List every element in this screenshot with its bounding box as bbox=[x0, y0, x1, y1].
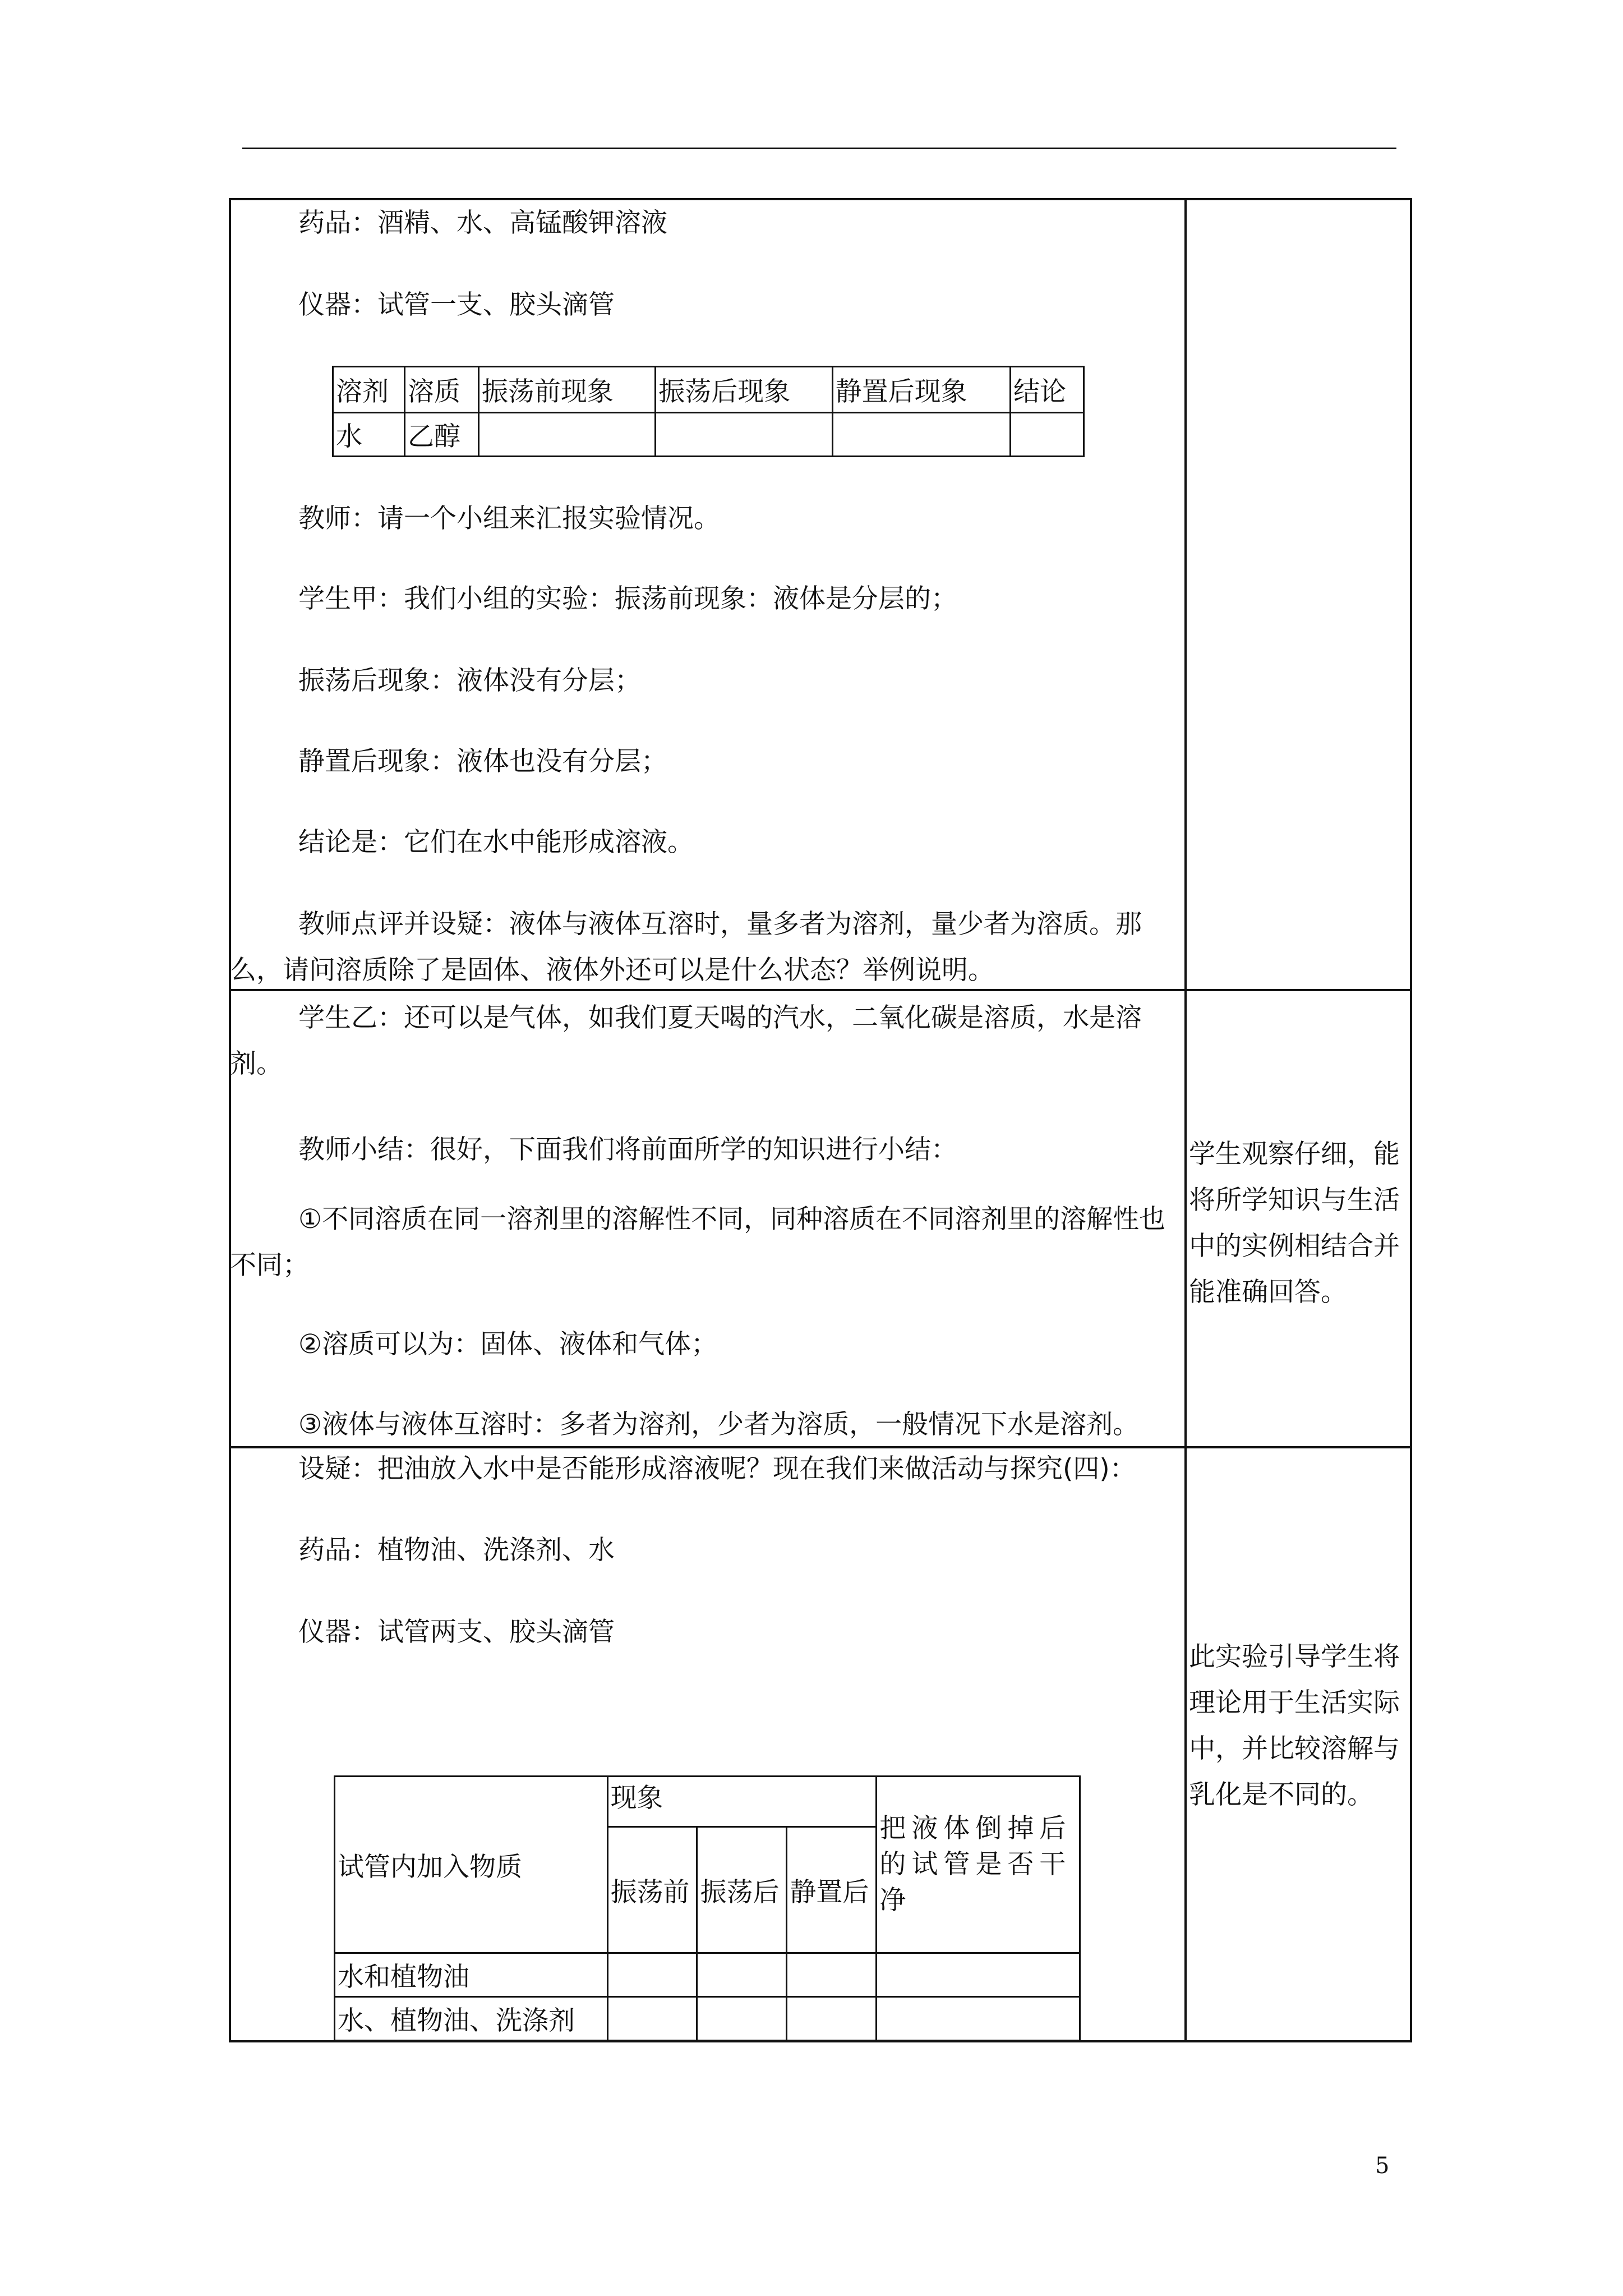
instruments-line-1: 仪器：试管一支、胶头滴管 bbox=[298, 289, 615, 320]
table2-sub-header: 振荡后 bbox=[697, 1827, 787, 1953]
experiment-table-2 bbox=[334, 1775, 1081, 2041]
table1-cell bbox=[832, 413, 1010, 457]
table2-cell bbox=[607, 1953, 697, 1997]
table2-sub-header: 静置后 bbox=[787, 1827, 877, 1953]
paragraph: 教师：请一个小组来汇报实验情况。 bbox=[298, 503, 720, 534]
table1-header: 溶质 bbox=[404, 367, 478, 413]
table1-header: 静置后现象 bbox=[832, 367, 1010, 413]
table2-clean-header: 把液体倒掉后的试管是否干净 bbox=[877, 1777, 1080, 1953]
row-divider-2 bbox=[229, 1446, 1412, 1448]
table2-cell bbox=[787, 1997, 877, 2041]
table1-header: 溶剂 bbox=[333, 367, 405, 413]
paragraph: 设疑：把油放入水中是否能形成溶液呢？现在我们来做活动与探究(四)： bbox=[298, 1453, 1136, 1484]
table1-header: 振荡前现象 bbox=[478, 367, 655, 413]
table2-cell bbox=[877, 1953, 1080, 1997]
table1-cell bbox=[1010, 413, 1083, 457]
table2-cell bbox=[697, 1997, 787, 2041]
paragraph: 教师点评并设疑：液体与液体互溶时，量多者为溶剂，量少者为溶质。那么，请问溶质除了是固体、液体外还可以是什么状态？举例说明。 bbox=[230, 909, 1142, 986]
table1-header: 结论 bbox=[1010, 367, 1083, 413]
table2-col-header: 试管内加入物质 bbox=[335, 1777, 608, 1953]
drugs-line-2: 药品：植物油、洗涤剂、水 bbox=[298, 1535, 615, 1566]
table2-cell bbox=[697, 1953, 787, 1997]
comment-note: 此实验引导学生将理论用于生活实际中，并比较溶解与乳化是不同的。 bbox=[1189, 1641, 1400, 1810]
table2-row-label: 水、植物油、洗涤剂 bbox=[335, 1997, 608, 2041]
table2-row-label: 水和植物油 bbox=[335, 1953, 608, 1997]
table2-cell bbox=[607, 1997, 697, 2041]
paragraph: 教师小结：很好，下面我们将前面所学的知识进行小结： bbox=[298, 1134, 957, 1165]
table1-header: 振荡后现象 bbox=[656, 367, 832, 413]
table2-sub-header: 振荡前 bbox=[607, 1827, 697, 1953]
paragraph: ①不同溶质在同一溶剂里的溶解性不同，同种溶质在不同溶剂里的溶解性也不同； bbox=[230, 1204, 1166, 1281]
table1-cell: 水 bbox=[333, 413, 405, 457]
table1-cell bbox=[656, 413, 832, 457]
paragraph: 结论是：它们在水中能形成溶液。 bbox=[298, 827, 694, 858]
paragraph: 振荡后现象：液体没有分层； bbox=[298, 665, 641, 696]
instruments-line-2: 仪器：试管两支、胶头滴管 bbox=[298, 1617, 615, 1648]
table2-cell bbox=[787, 1953, 877, 1997]
table2-phenomenon-header: 现象 bbox=[607, 1777, 877, 1827]
column-divider bbox=[1184, 198, 1187, 2042]
header-rule bbox=[242, 148, 1396, 149]
comment-note: 学生观察仔细，能将所学知识与生活中的实例相结合并能准确回答。 bbox=[1189, 1139, 1400, 1308]
paragraph: ②溶质可以为：固体、液体和气体； bbox=[298, 1329, 718, 1360]
paragraph: ③液体与液体互溶时：多者为溶剂，少者为溶质，一般情况下水是溶剂。 bbox=[298, 1409, 1140, 1440]
table2-cell bbox=[877, 1997, 1080, 2041]
paragraph: 学生甲：我们小组的实验：振荡前现象：液体是分层的； bbox=[298, 583, 957, 614]
paragraph: 静置后现象：液体也没有分层； bbox=[298, 746, 667, 777]
page-number: 5 bbox=[1375, 2153, 1390, 2179]
drugs-line-1: 药品：酒精、水、高锰酸钾溶液 bbox=[298, 208, 667, 238]
table1-cell: 乙醇 bbox=[404, 413, 478, 457]
table1-cell bbox=[478, 413, 655, 457]
paragraph: 学生乙：还可以是气体，如我们夏天喝的汽水，二氧化碳是溶质，水是溶剂。 bbox=[230, 1002, 1142, 1079]
experiment-table-1 bbox=[332, 366, 1085, 457]
